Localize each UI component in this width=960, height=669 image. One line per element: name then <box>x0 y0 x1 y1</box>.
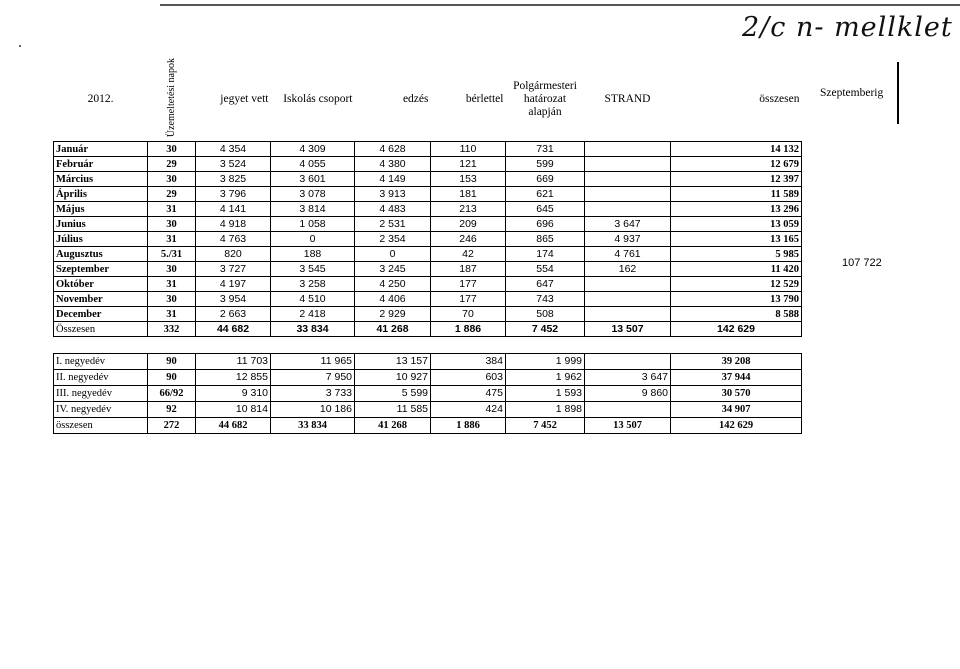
polgarmesteri-cell: 1 962 <box>506 370 585 386</box>
days-cell: 30 <box>148 292 196 307</box>
table-row <box>54 307 802 322</box>
berlettel-cell: 153 <box>431 172 506 187</box>
berlettel-cell: 209 <box>431 217 506 232</box>
berlettel-cell: 1 886 <box>431 322 506 337</box>
table-row <box>54 370 802 386</box>
iskolas-cell: 33 834 <box>271 322 355 337</box>
strand-cell: 162 <box>585 262 671 277</box>
days-cell: 30 <box>148 217 196 232</box>
iskolas-cell: 1 058 <box>271 217 355 232</box>
osszesen-cell: 8 588 <box>671 307 802 322</box>
days-cell: 31 <box>148 232 196 247</box>
jegyet-cell: 4 763 <box>196 232 271 247</box>
monthly-table <box>53 58 802 337</box>
osszesen-cell: 142 629 <box>671 322 802 337</box>
row-label: I. negyedév <box>54 354 148 370</box>
edzes-cell: 2 929 <box>355 307 431 322</box>
jegyet-cell: 4 918 <box>196 217 271 232</box>
berlettel-cell: 1 886 <box>431 418 506 434</box>
strand-cell <box>585 157 671 172</box>
berlettel-cell: 181 <box>431 187 506 202</box>
days-cell: 92 <box>148 402 196 418</box>
days-cell: 332 <box>148 322 196 337</box>
days-cell: 30 <box>148 142 196 157</box>
polgarmesteri-cell: 621 <box>506 187 585 202</box>
edzes-cell: 0 <box>355 247 431 262</box>
osszesen-cell: 11 420 <box>671 262 802 277</box>
row-label: II. negyedév <box>54 370 148 386</box>
table-row <box>54 277 802 292</box>
jegyet-cell: 4 197 <box>196 277 271 292</box>
polgarmesteri-cell: 1 593 <box>506 386 585 402</box>
edzes-cell: 3 913 <box>355 187 431 202</box>
jegyet-cell: 820 <box>196 247 271 262</box>
osszesen-cell: 13 165 <box>671 232 802 247</box>
osszesen-cell: 14 132 <box>671 142 802 157</box>
strand-cell <box>585 187 671 202</box>
polgarmesteri-cell: 669 <box>506 172 585 187</box>
edzes-cell: 4 149 <box>355 172 431 187</box>
scan-speck <box>19 45 21 47</box>
row-label: összesen <box>54 418 148 434</box>
row-label: Október <box>54 277 148 292</box>
table-row <box>54 402 802 418</box>
osszesen-cell: 39 208 <box>671 354 802 370</box>
edzes-cell: 4 380 <box>355 157 431 172</box>
table-row <box>54 386 802 402</box>
iskolas-cell: 188 <box>271 247 355 262</box>
col-header-edzes: edzés <box>402 93 429 106</box>
table-row <box>54 157 802 172</box>
year-header: 2012. <box>87 93 114 106</box>
table-row <box>54 354 802 370</box>
iskolas-cell: 3 601 <box>271 172 355 187</box>
berlettel-cell: 177 <box>431 277 506 292</box>
iskolas-cell: 7 950 <box>271 370 355 386</box>
jegyet-cell: 3 954 <box>196 292 271 307</box>
days-cell: 66/92 <box>148 386 196 402</box>
strand-cell <box>585 292 671 307</box>
edzes-cell: 4 483 <box>355 202 431 217</box>
days-cell: 29 <box>148 157 196 172</box>
berlettel-cell: 384 <box>431 354 506 370</box>
osszesen-cell: 12 679 <box>671 157 802 172</box>
jegyet-cell: 4 354 <box>196 142 271 157</box>
berlettel-cell: 475 <box>431 386 506 402</box>
berlettel-cell: 110 <box>431 142 506 157</box>
polgarmesteri-cell: 647 <box>506 277 585 292</box>
days-cell: 29 <box>148 187 196 202</box>
strand-cell: 3 647 <box>585 370 671 386</box>
row-label: Január <box>54 142 148 157</box>
table-row <box>54 142 802 157</box>
jegyet-cell: 44 682 <box>196 322 271 337</box>
row-label: III. negyedév <box>54 386 148 402</box>
berlettel-cell: 70 <box>431 307 506 322</box>
iskolas-cell: 10 186 <box>271 402 355 418</box>
strand-cell: 13 507 <box>585 418 671 434</box>
iskolas-cell: 4 055 <box>271 157 355 172</box>
polgarmesteri-cell: 731 <box>506 142 585 157</box>
berlettel-cell: 603 <box>431 370 506 386</box>
strand-cell: 13 507 <box>585 322 671 337</box>
row-label: Augusztus <box>54 247 148 262</box>
berlettel-cell: 424 <box>431 402 506 418</box>
total-row <box>54 322 802 337</box>
edzes-cell: 2 354 <box>355 232 431 247</box>
jegyet-cell: 3 796 <box>196 187 271 202</box>
iskolas-cell: 4 510 <box>271 292 355 307</box>
polgarmesteri-cell: 1 999 <box>506 354 585 370</box>
osszesen-cell: 5 985 <box>671 247 802 262</box>
polgarmesteri-cell: 599 <box>506 157 585 172</box>
jegyet-cell: 3 727 <box>196 262 271 277</box>
table-row <box>54 187 802 202</box>
strand-cell <box>585 307 671 322</box>
edzes-cell: 5 599 <box>355 386 431 402</box>
row-label: Összesen <box>54 322 148 337</box>
days-cell: 5./31 <box>148 247 196 262</box>
jegyet-cell: 3 524 <box>196 157 271 172</box>
days-cell: 30 <box>148 172 196 187</box>
polgarmesteri-cell: 174 <box>506 247 585 262</box>
edzes-cell: 10 927 <box>355 370 431 386</box>
iskolas-cell: 3 545 <box>271 262 355 277</box>
osszesen-cell: 12 529 <box>671 277 802 292</box>
jegyet-cell: 12 855 <box>196 370 271 386</box>
osszesen-cell: 13 790 <box>671 292 802 307</box>
col-header-jegyet: jegyet vett <box>220 93 269 106</box>
iskolas-cell: 4 309 <box>271 142 355 157</box>
strand-cell: 4 937 <box>585 232 671 247</box>
iskolas-cell: 3 733 <box>271 386 355 402</box>
jegyet-cell: 11 703 <box>196 354 271 370</box>
jegyet-cell: 10 814 <box>196 402 271 418</box>
row-label: Február <box>54 157 148 172</box>
iskolas-cell: 3 258 <box>271 277 355 292</box>
col-header-berlettel: bérlettel <box>465 93 504 106</box>
edzes-cell: 3 245 <box>355 262 431 277</box>
iskolas-cell: 3 814 <box>271 202 355 217</box>
iskolas-cell: 11 965 <box>271 354 355 370</box>
quarter-table <box>53 353 802 434</box>
days-header: Üzemeltetési napok <box>166 58 177 138</box>
row-label: Április <box>54 187 148 202</box>
polgarmesteri-cell: 743 <box>506 292 585 307</box>
handwritten-note: 2/c n- mellklet <box>742 12 953 43</box>
days-cell: 90 <box>148 354 196 370</box>
edzes-cell: 4 628 <box>355 142 431 157</box>
col-header-strand: STRAND <box>604 93 651 106</box>
strand-cell <box>585 142 671 157</box>
osszesen-cell: 11 589 <box>671 187 802 202</box>
row-label: IV. negyedév <box>54 402 148 418</box>
jegyet-cell: 4 141 <box>196 202 271 217</box>
polgarmesteri-cell: 1 898 <box>506 402 585 418</box>
jegyet-cell: 9 310 <box>196 386 271 402</box>
col-header-polgarmesteri: Polgármesteri határozat alapján <box>513 80 577 119</box>
table-row <box>54 292 802 307</box>
col-header-iskolas: Iskolás csoport <box>283 93 353 106</box>
polgarmesteri-cell: 645 <box>506 202 585 217</box>
top-border-line <box>160 4 960 6</box>
berlettel-cell: 177 <box>431 292 506 307</box>
osszesen-cell: 12 397 <box>671 172 802 187</box>
polgarmesteri-cell: 7 452 <box>506 418 585 434</box>
strand-cell <box>585 277 671 292</box>
berlettel-cell: 246 <box>431 232 506 247</box>
edzes-cell: 4 406 <box>355 292 431 307</box>
row-label: December <box>54 307 148 322</box>
table-row <box>54 202 802 217</box>
polgarmesteri-cell: 7 452 <box>506 322 585 337</box>
berlettel-cell: 213 <box>431 202 506 217</box>
edzes-cell: 11 585 <box>355 402 431 418</box>
row-label: Július <box>54 232 148 247</box>
col-header-osszesen: összesen <box>759 93 800 106</box>
table-row <box>54 247 802 262</box>
osszesen-cell: 34 907 <box>671 402 802 418</box>
row-label: Szeptember <box>54 262 148 277</box>
iskolas-cell: 2 418 <box>271 307 355 322</box>
table-row <box>54 262 802 277</box>
row-label: Junius <box>54 217 148 232</box>
edzes-cell: 4 250 <box>355 277 431 292</box>
berlettel-cell: 42 <box>431 247 506 262</box>
polgarmesteri-cell: 865 <box>506 232 585 247</box>
table-row <box>54 217 802 232</box>
osszesen-cell: 13 059 <box>671 217 802 232</box>
osszesen-cell: 37 944 <box>671 370 802 386</box>
polgarmesteri-cell: 696 <box>506 217 585 232</box>
strand-cell <box>585 354 671 370</box>
edzes-cell: 41 268 <box>355 418 431 434</box>
table-row <box>54 418 802 434</box>
days-cell: 31 <box>148 307 196 322</box>
col-header-szeptemberig: Szeptemberig <box>820 87 884 99</box>
row-label: November <box>54 292 148 307</box>
jegyet-cell: 2 663 <box>196 307 271 322</box>
iskolas-cell: 33 834 <box>271 418 355 434</box>
polgarmesteri-cell: 508 <box>506 307 585 322</box>
row-label: Március <box>54 172 148 187</box>
days-cell: 272 <box>148 418 196 434</box>
jegyet-cell: 3 825 <box>196 172 271 187</box>
table-row <box>54 172 802 187</box>
strand-cell: 4 761 <box>585 247 671 262</box>
strand-cell <box>585 402 671 418</box>
jegyet-cell: 44 682 <box>196 418 271 434</box>
strand-cell <box>585 172 671 187</box>
strand-cell <box>585 202 671 217</box>
edzes-cell: 41 268 <box>355 322 431 337</box>
osszesen-cell: 30 570 <box>671 386 802 402</box>
osszesen-cell: 13 296 <box>671 202 802 217</box>
iskolas-cell: 3 078 <box>271 187 355 202</box>
strand-cell: 3 647 <box>585 217 671 232</box>
edzes-cell: 2 531 <box>355 217 431 232</box>
strand-cell: 9 860 <box>585 386 671 402</box>
side-border <box>897 62 899 124</box>
berlettel-cell: 121 <box>431 157 506 172</box>
days-cell: 31 <box>148 202 196 217</box>
osszesen-cell: 142 629 <box>671 418 802 434</box>
iskolas-cell: 0 <box>271 232 355 247</box>
berlettel-cell: 187 <box>431 262 506 277</box>
september-total-value: 107 722 <box>842 257 882 269</box>
polgarmesteri-cell: 554 <box>506 262 585 277</box>
table-row <box>54 232 802 247</box>
days-cell: 90 <box>148 370 196 386</box>
edzes-cell: 13 157 <box>355 354 431 370</box>
row-label: Május <box>54 202 148 217</box>
days-cell: 31 <box>148 277 196 292</box>
days-cell: 30 <box>148 262 196 277</box>
